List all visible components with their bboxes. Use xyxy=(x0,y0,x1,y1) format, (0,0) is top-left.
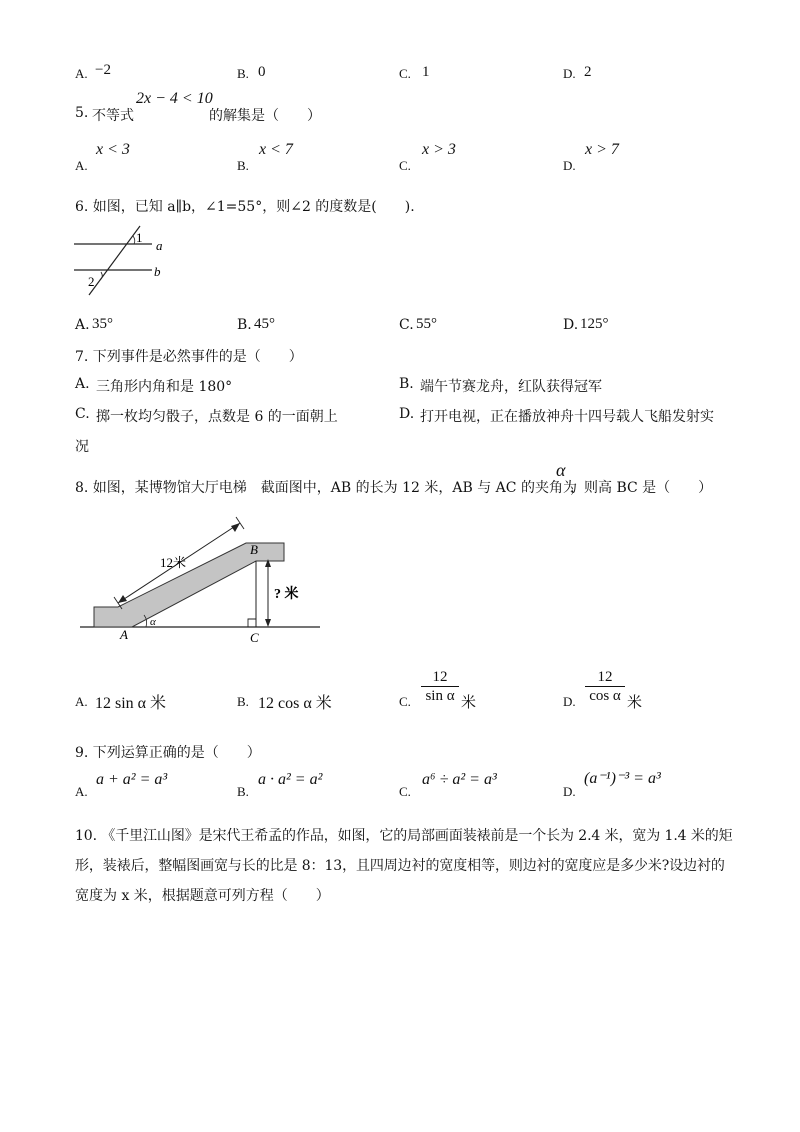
option-value: x > 3 xyxy=(422,141,456,158)
option-value: 125° xyxy=(580,316,609,332)
option-letter: D. xyxy=(563,784,576,799)
question-text: 的解集是（ ） xyxy=(209,108,321,124)
option-letter: C. xyxy=(399,66,411,81)
option-letter: A. xyxy=(75,376,90,392)
unit-label: 米 xyxy=(627,695,643,711)
length-label: 12米 xyxy=(160,555,187,570)
arrow-down xyxy=(265,619,271,627)
option-value: x < 7 xyxy=(259,141,293,158)
option-letter: B. xyxy=(237,158,249,173)
point-b-label: B xyxy=(250,542,258,557)
option-letter: A. xyxy=(75,784,88,799)
question-text-line3: 宽度为 x 米，根据题意可列方程（ ） xyxy=(75,888,330,904)
option-letter: D. xyxy=(399,406,415,422)
right-angle-mark xyxy=(248,619,256,627)
option-value: 掷一枚均匀骰子，点数是 6 的一面朝上 xyxy=(96,409,338,425)
option-value: x > 7 xyxy=(585,141,619,158)
escalator-figure xyxy=(80,515,325,645)
option-letter: B. xyxy=(237,694,249,709)
option-letter: A. xyxy=(75,317,90,333)
question-text: 6. 如图，已知 a∥b，∠1=55°，则∠2 的度数是( ). xyxy=(75,199,415,215)
line-a-label: a xyxy=(156,238,163,253)
option-value: 45° xyxy=(254,316,275,332)
option-value: 55° xyxy=(416,316,437,332)
question-text: 7. 下列事件是必然事件的是（ ） xyxy=(75,349,303,365)
option-value: x < 3 xyxy=(96,141,130,158)
option-value: a + a² = a³ xyxy=(96,771,168,788)
option-letter: B. xyxy=(237,784,249,799)
arrow-end xyxy=(231,523,240,532)
question-text-end: ，则高 BC 是（ ） xyxy=(570,480,713,496)
transversal-line xyxy=(89,226,140,295)
angle-2-label: 2 xyxy=(88,274,95,289)
option-letter: A. xyxy=(75,66,88,81)
question-text: 9. 下列运算正确的是（ ） xyxy=(75,745,261,761)
parallel-lines-figure xyxy=(70,225,170,297)
question-text-line1: 10. 《千里江山图》是宋代王希孟的作品，如图，它的局部画面装裱前是一个长为 2.4 米，宽为 1.4 米的矩 xyxy=(75,828,733,844)
option-value: 2 xyxy=(584,64,592,80)
option-letter: A. xyxy=(75,694,88,709)
fraction-cos xyxy=(585,669,625,705)
option-value: a · a² = a² xyxy=(258,771,323,788)
option-value: 12 cos α 米 xyxy=(258,695,332,712)
option-letter: D. xyxy=(563,694,576,709)
option-value-wrap: 况 xyxy=(75,439,89,455)
option-letter: B. xyxy=(399,376,414,392)
option-value: a⁶ ÷ a² = a³ xyxy=(422,771,497,788)
point-a-label: A xyxy=(120,627,128,642)
question-text-line2: 形，装裱后，整幅图画宽与长的比是 8：13，且四周边衬的宽度相等，则边衬的宽度应是多少米?设边衬的 xyxy=(75,858,725,874)
fraction-numerator: 12 xyxy=(585,669,625,687)
height-label: ? 米 xyxy=(274,587,299,602)
option-letter: D. xyxy=(563,317,579,333)
arrow-start xyxy=(118,595,127,603)
angle-1-label: 1 xyxy=(136,230,143,245)
option-value: 0 xyxy=(258,64,266,80)
line-b-label: b xyxy=(154,264,161,279)
option-value: 12 sin α 米 xyxy=(95,695,167,712)
option-letter: C. xyxy=(399,694,411,709)
fraction-denominator: cos α xyxy=(589,688,621,704)
option-letter: D. xyxy=(563,66,576,81)
option-letter: C. xyxy=(75,406,90,422)
question-text: 8. 如图，某博物馆大厅电梯 截面图中，AB 的长为 12 米，AB 与 AC 的夹角为 xyxy=(75,480,577,496)
alpha-label: α xyxy=(150,616,156,628)
unit-label: 米 xyxy=(461,695,477,711)
option-value: −2 xyxy=(95,62,111,78)
fraction-denominator: sin α xyxy=(425,688,455,704)
fraction-numerator: 12 xyxy=(421,669,459,687)
point-c-label: C xyxy=(250,630,259,645)
question-number: 5. xyxy=(75,105,89,121)
option-letter: D. xyxy=(563,158,576,173)
option-value: (a⁻¹)⁻³ = a³ xyxy=(584,770,661,787)
option-value: 35° xyxy=(92,316,113,332)
question-text: 不等式 xyxy=(92,108,134,124)
option-value: 三角形内角和是 180° xyxy=(96,379,233,395)
option-letter: B. xyxy=(237,66,249,81)
angle-1-arc xyxy=(133,236,135,244)
option-letter: C. xyxy=(399,784,411,799)
option-letter: C. xyxy=(399,158,411,173)
option-value: 端午节赛龙舟，红队获得冠军 xyxy=(420,379,602,395)
inequality-expression: 2x − 4 < 10 xyxy=(136,90,213,107)
alpha-symbol: α xyxy=(556,460,566,480)
fraction-sin xyxy=(421,669,459,705)
option-letter: A. xyxy=(75,158,88,173)
option-letter: C. xyxy=(399,317,414,333)
option-value: 1 xyxy=(422,64,430,80)
option-value: 打开电视，正在播放神舟十四号载人飞船发射实 xyxy=(420,409,714,425)
option-letter: B. xyxy=(237,317,252,333)
